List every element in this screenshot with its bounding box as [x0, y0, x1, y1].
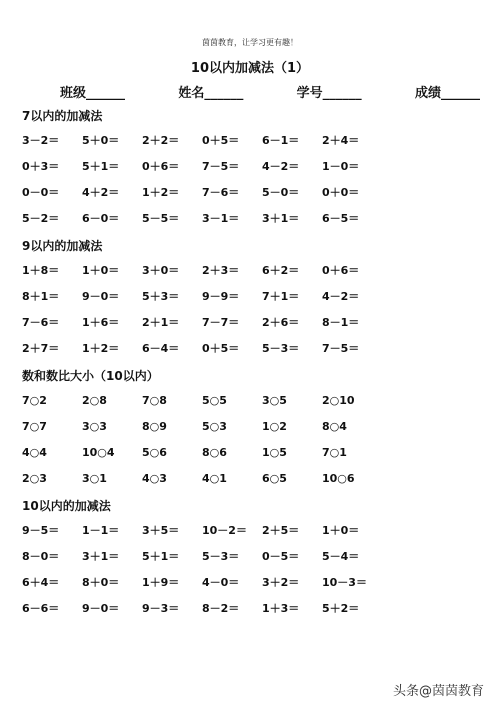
exercise-row — [22, 205, 382, 231]
exercise-item: 9－3＝ — [142, 602, 180, 615]
exercise-item: 1○5 — [262, 445, 287, 459]
exercise-item: 5－3＝ — [202, 550, 240, 563]
exercise-item: 10－3＝ — [322, 576, 367, 589]
exercise-item: 5－2＝ — [22, 212, 60, 225]
exercise-item: 2＋1＝ — [142, 316, 180, 329]
exercise-item: 1－0＝ — [322, 160, 360, 173]
header-note: 茵茵教育，让学习更有趣！ — [202, 38, 298, 47]
exercise-item: 3－1＝ — [202, 212, 240, 225]
score-field: 成绩______ — [414, 86, 480, 101]
exercise-item: 0＋6＝ — [322, 264, 360, 277]
exercise-item: 6－1＝ — [262, 134, 300, 147]
exercise-item: 0－0＝ — [22, 186, 60, 199]
exercise-item: 10○6 — [322, 471, 355, 485]
exercise-item: 1＋3＝ — [262, 602, 300, 615]
exercise-item: 7○1 — [322, 445, 347, 459]
exercise-row — [22, 517, 382, 543]
exercise-item: 5○5 — [202, 393, 227, 407]
exercise-item: 9－0＝ — [82, 290, 120, 303]
student-info-row — [60, 82, 480, 101]
exercise-grid — [22, 387, 382, 491]
exercise-item: 6－4＝ — [142, 342, 180, 355]
exercise-item: 3○1 — [82, 471, 107, 485]
exercise-item: 6－5＝ — [322, 212, 360, 225]
exercise-item: 5－5＝ — [142, 212, 180, 225]
exercise-item: 3－2＝ — [22, 134, 60, 147]
exercise-item: 7○2 — [22, 393, 47, 407]
exercise-item: 8－0＝ — [22, 550, 60, 563]
exercise-row — [22, 309, 382, 335]
exercise-item: 5○3 — [202, 419, 227, 433]
exercise-item: 9－9＝ — [202, 290, 240, 303]
exercise-row — [22, 179, 382, 205]
exercise-row — [22, 413, 382, 439]
exercise-item: 2＋4＝ — [322, 134, 360, 147]
exercise-item: 0－5＝ — [262, 550, 300, 563]
exercise-item: 5－3＝ — [262, 342, 300, 355]
exercise-item: 4－0＝ — [202, 576, 240, 589]
section-title: 数和数比大小（10以内） — [22, 369, 159, 383]
exercise-item: 7－7＝ — [202, 316, 240, 329]
exercise-item: 5＋3＝ — [142, 290, 180, 303]
exercise-item: 6＋2＝ — [262, 264, 300, 277]
exercise-item: 6○5 — [262, 471, 287, 485]
exercise-item: 2＋5＝ — [262, 524, 300, 537]
exercise-item: 7－6＝ — [22, 316, 60, 329]
exercise-item: 1－1＝ — [82, 524, 120, 537]
exercise-item: 5＋1＝ — [142, 550, 180, 563]
exercise-item: 4○4 — [22, 445, 47, 459]
exercise-item: 10○4 — [82, 445, 115, 459]
student-number-field: 学号______ — [296, 86, 362, 101]
exercise-item: 3＋1＝ — [82, 550, 120, 563]
exercise-item: 5○6 — [142, 445, 167, 459]
exercise-item: 0＋5＝ — [202, 342, 240, 355]
exercise-row — [22, 153, 382, 179]
exercise-row — [22, 569, 382, 595]
exercise-row — [22, 335, 382, 361]
exercise-item: 8－2＝ — [202, 602, 240, 615]
exercise-item: 8○9 — [142, 419, 167, 433]
exercise-item: 1＋0＝ — [322, 524, 360, 537]
exercise-item: 1＋2＝ — [142, 186, 180, 199]
exercise-item: 1＋8＝ — [22, 264, 60, 277]
exercise-item: 0＋5＝ — [202, 134, 240, 147]
exercise-row — [22, 465, 382, 491]
exercise-item: 1＋0＝ — [82, 264, 120, 277]
exercise-item: 8○4 — [322, 419, 347, 433]
exercise-item: 9－0＝ — [82, 602, 120, 615]
exercise-item: 2○3 — [22, 471, 47, 485]
exercise-item: 6－0＝ — [82, 212, 120, 225]
exercise-item: 7＋1＝ — [262, 290, 300, 303]
exercise-item: 1＋2＝ — [82, 342, 120, 355]
exercise-item: 2＋2＝ — [142, 134, 180, 147]
exercise-item: 2○8 — [82, 393, 107, 407]
exercise-item: 2＋3＝ — [202, 264, 240, 277]
exercise-row — [22, 283, 382, 309]
exercise-grid — [22, 257, 382, 361]
exercise-item: 0＋0＝ — [322, 186, 360, 199]
exercise-item: 8○6 — [202, 445, 227, 459]
exercise-item: 5＋2＝ — [322, 602, 360, 615]
exercise-item: 7－6＝ — [202, 186, 240, 199]
section-title: 10以内的加减法 — [22, 499, 111, 513]
exercise-item: 7○8 — [142, 393, 167, 407]
exercise-item: 2＋7＝ — [22, 342, 60, 355]
exercise-grid — [22, 127, 382, 231]
exercise-row — [22, 595, 382, 621]
name-field: 姓名______ — [178, 86, 244, 101]
exercise-item: 1○2 — [262, 419, 287, 433]
section-title: 9以内的加减法 — [22, 239, 103, 253]
exercise-item: 6－6＝ — [22, 602, 60, 615]
exercise-item: 2○10 — [322, 393, 355, 407]
exercise-item: 7－5＝ — [322, 342, 360, 355]
exercise-item: 5－4＝ — [322, 550, 360, 563]
exercise-item: 7－5＝ — [202, 160, 240, 173]
exercise-item: 8＋0＝ — [82, 576, 120, 589]
exercise-item: 3＋2＝ — [262, 576, 300, 589]
exercise-row — [22, 543, 382, 569]
exercise-item: 4－2＝ — [322, 290, 360, 303]
exercise-item: 1＋6＝ — [82, 316, 120, 329]
watermark: 头条@茵茵教育 — [392, 684, 484, 699]
section-title: 7以内的加减法 — [22, 109, 103, 123]
exercise-item: 4＋2＝ — [82, 186, 120, 199]
exercise-item: 3＋0＝ — [142, 264, 180, 277]
exercise-item: 8－1＝ — [322, 316, 360, 329]
exercise-item: 1＋9＝ — [142, 576, 180, 589]
exercise-item: 6＋4＝ — [22, 576, 60, 589]
exercise-item: 5＋1＝ — [82, 160, 120, 173]
exercise-item: 3○3 — [82, 419, 107, 433]
exercise-item: 4○3 — [142, 471, 167, 485]
exercise-item: 3＋5＝ — [142, 524, 180, 537]
exercise-row — [22, 127, 382, 153]
exercise-item: 3＋1＝ — [262, 212, 300, 225]
exercise-row — [22, 439, 382, 465]
exercise-item: 5－0＝ — [262, 186, 300, 199]
exercise-item: 0＋6＝ — [142, 160, 180, 173]
exercise-item: 4－2＝ — [262, 160, 300, 173]
exercise-grid — [22, 517, 382, 621]
exercise-item: 0＋3＝ — [22, 160, 60, 173]
exercise-row — [22, 257, 382, 283]
page-title: 10以内加减法（1） — [190, 61, 310, 76]
exercise-item: 8＋1＝ — [22, 290, 60, 303]
exercise-item: 10－2＝ — [202, 524, 247, 537]
class-field: 班级______ — [60, 86, 126, 101]
exercise-item: 4○1 — [202, 471, 227, 485]
exercise-item: 9－5＝ — [22, 524, 60, 537]
exercise-item: 7○7 — [22, 419, 47, 433]
exercise-item: 2＋6＝ — [262, 316, 300, 329]
exercise-item: 3○5 — [262, 393, 287, 407]
exercise-item: 5＋0＝ — [82, 134, 120, 147]
exercise-row — [22, 387, 382, 413]
